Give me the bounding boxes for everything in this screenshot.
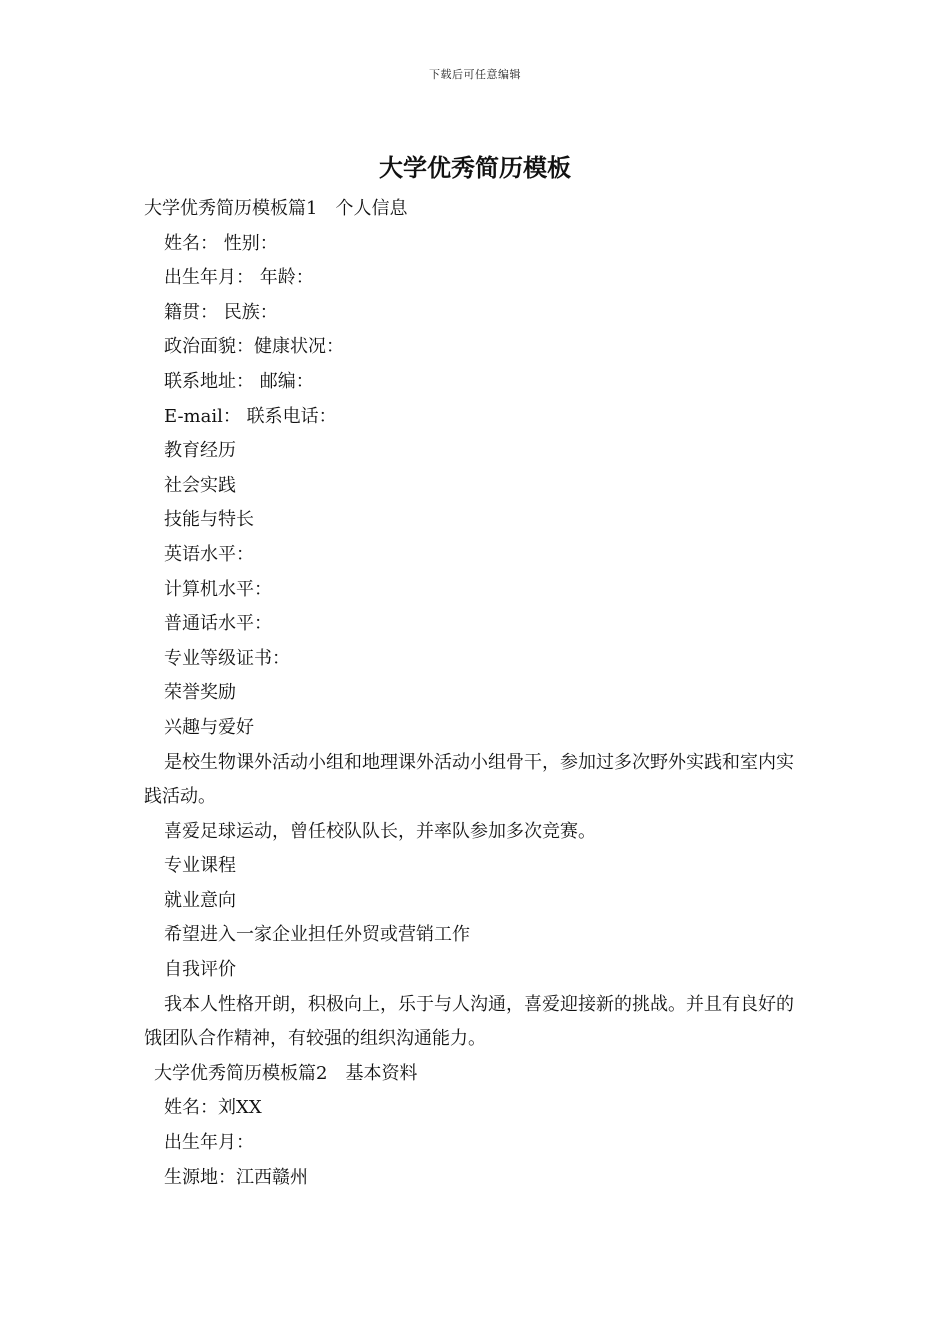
- field-birth-date: 出生年月：: [164, 1132, 254, 1154]
- field-certificates: 专业等级证书：: [164, 647, 290, 669]
- document-body: [144, 192, 809, 1195]
- page-header-note: 下载后可任意编辑: [429, 68, 521, 81]
- field-birth-age: 出生年月： 年龄：: [164, 267, 314, 289]
- field-email-phone: E-mail： 联系电话：: [164, 405, 337, 427]
- field-address-postcode: 联系地址： 邮编：: [164, 370, 314, 392]
- field-politics-health: 政治面貌：健康状况：: [164, 336, 344, 358]
- field-name-value: 姓名：刘XX: [164, 1097, 262, 1119]
- field-computer-level: 计算机水平：: [164, 578, 272, 600]
- heading-education: 教育经历: [164, 440, 236, 462]
- field-name-gender: 姓名： 性别：: [164, 232, 278, 254]
- paragraph-career-intention: 希望进入一家企业担任外贸或营销工作: [164, 924, 470, 946]
- field-mandarin-level: 普通话水平：: [164, 613, 272, 635]
- field-native-ethnicity: 籍贯： 民族：: [164, 301, 278, 323]
- paragraph-self-evaluation: 我本人性格开朗，积极向上，乐于与人沟通，喜爱迎接新的挑战。并且有良好的饿团队合作精神，有较强的组织沟通能力。: [144, 993, 794, 1050]
- paragraph-football: 喜爱足球运动，曾任校队队长，并率队参加多次竞赛。: [164, 820, 596, 842]
- section-heading-1: 大学优秀简历模板篇1 个人信息: [144, 198, 408, 219]
- heading-self-evaluation: 自我评价: [164, 959, 236, 981]
- field-english-level: 英语水平：: [164, 543, 254, 565]
- heading-skills: 技能与特长: [164, 509, 254, 531]
- heading-social-practice: 社会实践: [164, 474, 236, 496]
- document-title: 大学优秀简历模板: [379, 154, 571, 182]
- heading-career-intention: 就业意向: [164, 889, 236, 911]
- field-origin: 生源地：江西赣州: [164, 1166, 308, 1188]
- heading-courses: 专业课程: [164, 855, 236, 877]
- heading-interests: 兴趣与爱好: [164, 716, 254, 738]
- section-heading-2: 大学优秀简历模板篇2 基本资料: [154, 1062, 418, 1084]
- heading-honors: 荣誉奖励: [164, 682, 236, 704]
- paragraph-activities: 是校生物课外活动小组和地理课外活动小组骨干，参加过多次野外实践和室内实践活动。: [144, 751, 794, 808]
